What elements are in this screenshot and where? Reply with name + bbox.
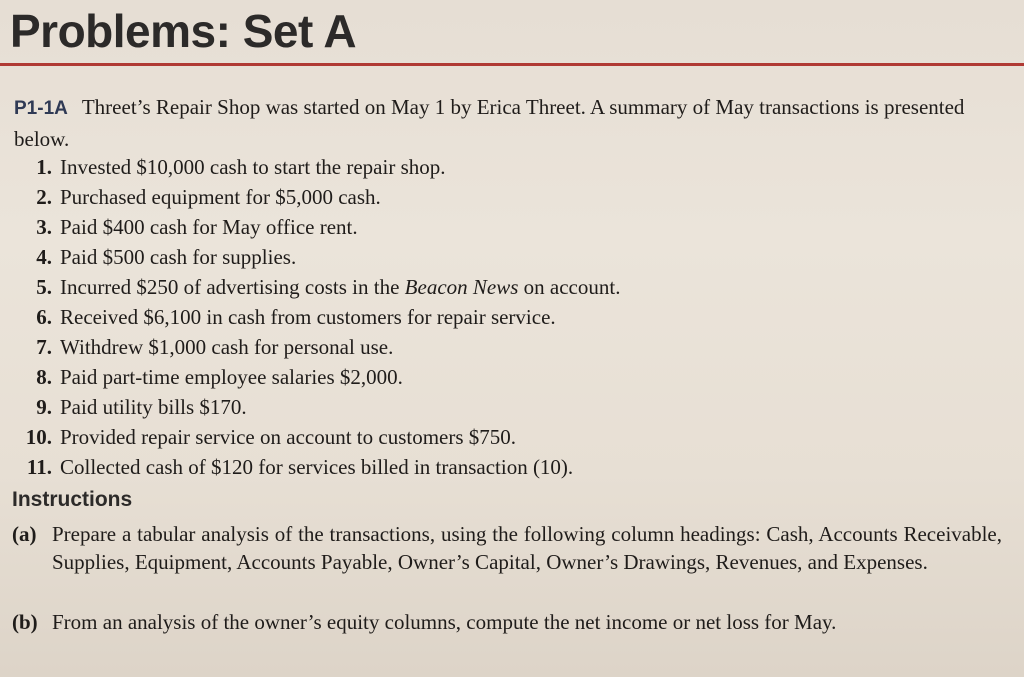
item-text: Provided repair service on account to customers $750. [60, 425, 517, 449]
problem-id: P1-1A [14, 98, 68, 119]
instruction-text: Prepare a tabular analysis of the transactions, using the following column headings: Cash, Accounts Receivable, Supplies, Equipment, Accounts Payable, Owner’s Capital, Owner’s Drawings, Revenues, and Expenses. [52, 522, 1002, 574]
item-number: 4. [36, 245, 52, 269]
item-text: Received $6,100 in cash from customers for repair service. [60, 305, 556, 329]
page-title: Problems: Set A [10, 5, 357, 57]
problem-intro: Threet’s Repair Shop was started on May 1 by Erica Threet. A summary of May transactions is presented below. [14, 95, 965, 151]
item-number: 10. [25, 425, 52, 449]
item-number: 9. [36, 395, 52, 419]
item-number: 5. [36, 275, 52, 299]
item-text: Withdrew $1,000 cash for personal use. [60, 335, 394, 359]
list-item [14, 272, 1014, 302]
publication-name: Beacon News [404, 275, 519, 299]
instruction-letter: (b) [12, 610, 38, 634]
problem-intro-block [14, 92, 1014, 154]
item-number: 1. [36, 155, 52, 179]
item-number: 8. [36, 365, 52, 389]
item-number: 3. [36, 215, 52, 239]
list-item [14, 302, 1014, 332]
list-item [14, 212, 1014, 242]
item-text: Collected cash of $120 for services billed in transaction (10). [60, 455, 574, 479]
item-number: 6. [36, 305, 52, 329]
instruction-item [12, 608, 1002, 636]
list-item [14, 242, 1014, 272]
list-item [14, 392, 1014, 422]
item-number: 11. [26, 455, 52, 479]
instruction-text: From an analysis of the owner’s equity columns, compute the net income or net loss for May. [52, 610, 837, 634]
list-item [14, 422, 1014, 452]
item-text-end: on account. [518, 275, 621, 299]
instructions-heading: Instructions [12, 488, 133, 511]
list-item [14, 152, 1014, 182]
title-divider [0, 63, 1024, 66]
item-text-start: Incurred $250 of advertising costs in the [60, 275, 405, 299]
item-text: Invested $10,000 cash to start the repair shop. [60, 155, 446, 179]
transaction-list [14, 152, 1014, 482]
list-item [14, 182, 1014, 212]
instruction-item [12, 520, 1002, 576]
item-text: Paid utility bills $170. [60, 395, 247, 419]
list-item [14, 332, 1014, 362]
item-number: 2. [36, 185, 52, 209]
item-text: Paid $400 cash for May office rent. [60, 215, 358, 239]
item-text: Purchased equipment for $5,000 cash. [60, 185, 381, 209]
instruction-letter: (a) [12, 522, 37, 546]
item-text: Paid $500 cash for supplies. [60, 245, 297, 269]
item-text: Paid part-time employee salaries $2,000. [60, 365, 403, 389]
list-item [14, 362, 1014, 392]
list-item [14, 452, 1014, 482]
item-number: 7. [36, 335, 52, 359]
item-text [60, 272, 620, 302]
